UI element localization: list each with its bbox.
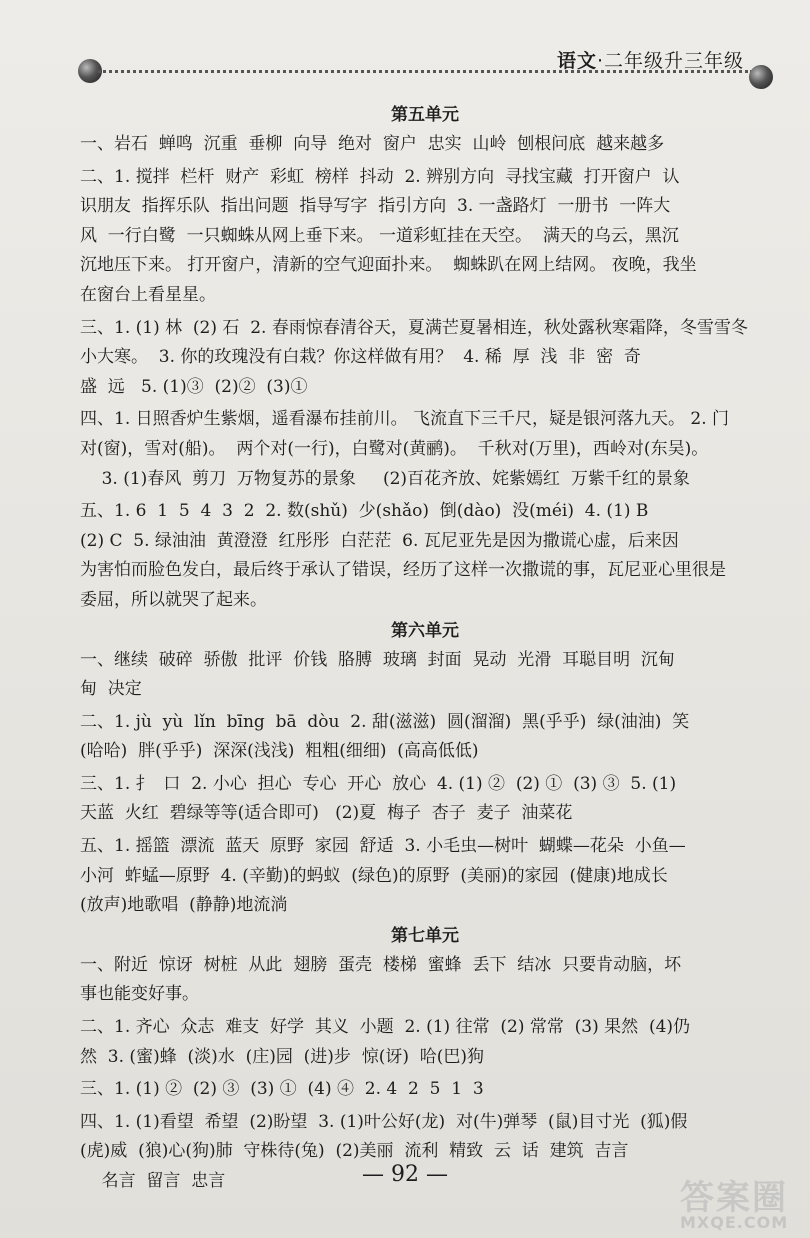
answer-line: 三、1. (1) 林 (2) 石 2. 春雨惊春清谷天，夏满芒夏暑相连，秋处露秋寒霜降，冬雪雪冬	[80, 317, 748, 338]
answer-line: 3. (1)春风 剪刀 万物复苏的景象 (2)百花齐放、姹紫嫣红 万紫千红的景象	[80, 468, 690, 489]
answer-line: 天蓝 火红 碧绿等等(适合即可) (2)夏 梅子 杏子 麦子 油菜花	[80, 803, 573, 824]
unit-title: 第五单元	[391, 105, 459, 125]
decorative-ball-right	[749, 65, 773, 89]
unit-section	[80, 100, 770, 616]
watermark-url: MXQE.COM	[680, 1213, 789, 1232]
unit-title: 第七单元	[391, 925, 459, 946]
unit-section	[80, 921, 770, 1197]
answer-line: 委屈，所以就哭了起来。	[80, 589, 267, 610]
answer-line: 小大寒。 3. 你的玫瑰没有白栽？你这样做有用？ 4. 稀 厚 浅 非 密 奇	[80, 347, 641, 368]
answer-line: 事也能变好事。	[80, 984, 199, 1005]
answer-line: 然 3. (蜜)蜂 (淡)水 (庄)园 (进)步 惊(讶) 哈(巴)狗	[80, 1046, 485, 1067]
answer-line: 一、继续 破碎 骄傲 批评 价钱 胳膊 玻璃 封面 晃动 光滑 耳聪目明 沉甸	[80, 649, 675, 670]
answer-line: (哈哈) 胖(乎乎) 深深(浅浅) 粗粗(细细) (高高低低)	[80, 741, 479, 762]
answer-content	[80, 100, 770, 1197]
answer-line: (2) C 5. 绿油油 黄澄澄 红彤彤 白茫茫 6. 瓦尼亚先是因为撒谎心虚，后来因	[80, 530, 679, 551]
answer-line: 盛 远 5. (1)③ (2)② (3)①	[80, 376, 308, 397]
answer-line: 风 一行白鹭 一只蜘蛛从网上垂下来。 一道彩虹挂在天空。 满天的乌云，黑沉	[80, 225, 679, 246]
answer-line: 沉地压下来。 打开窗户，清新的空气迎面扑来。 蜘蛛趴在网上结网。 夜晚，我坐	[80, 255, 697, 276]
page-header	[557, 46, 744, 73]
answer-line: 五、1. 摇篮 漂流 蓝天 原野 家园 舒适 3. 小毛虫—树叶 蝴蝶—花朵 小鱼—	[80, 836, 686, 857]
answer-line: 为害怕而脸色发白，最后终于承认了错误，经历了这样一次撒谎的事，瓦尼亚心里很是	[80, 560, 726, 581]
answer-line: (虎)威 (狼)心(狗)肺 守株待(兔) (2)美丽 流利 精致 云 话 建筑 吉言	[80, 1141, 629, 1162]
answer-line: 五、1. 6 1 5 4 3 2 2. 数(shǔ) 少(shǎo) 倒(dào) 没(méi) 4. (1) B	[80, 501, 649, 522]
answer-line: 三、1. 扌 口 2. 小心 担心 专心 开心 放心 4. (1) ② (2) ① (3) ③ 5. (1)	[80, 773, 677, 794]
page-number: — 92 —	[362, 1162, 448, 1187]
answer-line: 三、1. (1) ② (2) ③ (3) ① (4) ④ 2. 4 2 5 1 3	[80, 1079, 484, 1100]
answer-line: 甸 决定	[80, 679, 142, 700]
watermark-text: 答案圈	[680, 1178, 788, 1218]
answer-line: 在窗台上看星星。	[80, 284, 216, 305]
answer-line: 小河 蚱蜢—原野 4. (辛勤)的蚂蚁 (绿色)的原野 (美丽)的家园 (健康)地成长	[80, 865, 668, 886]
answer-line: (放声)地歌唱 (静静)地流淌	[80, 895, 288, 916]
header-grade: ·二年级升三年级	[597, 50, 745, 72]
answer-line: 二、1. jù yù lǐn bīng bā dòu 2. 甜(滋滋) 圆(溜溜) 黑(乎乎) 绿(油油) 笑	[80, 711, 690, 732]
answer-line: 四、1. (1)看望 希望 (2)盼望 3. (1)叶公好(龙) 对(牛)弹琴 (鼠)目寸光 (狐)假	[80, 1111, 688, 1132]
answer-line: 对(窗)，雪对(船)。 两个对(一行)，白鹭对(黄鹂)。 千秋对(万里)，西岭对(东吴)。	[80, 438, 709, 459]
header-subject: 语文	[557, 50, 598, 72]
answer-line: 二、1. 齐心 众志 难支 好学 其义 小题 2. (1) 往常 (2) 常常 (3) 果然 (4)仍	[80, 1017, 691, 1038]
answer-line: 名言 留言 忠言	[80, 1171, 226, 1191]
unit-section	[80, 616, 770, 921]
watermark-logo	[680, 1170, 800, 1230]
answer-line: 四、1. 日照香炉生紫烟，遥看瀑布挂前川。 飞流直下三千尺，疑是银河落九天。 2. 门	[80, 409, 730, 430]
unit-title: 第六单元	[391, 620, 459, 641]
answer-line: 二、1. 搅拌 栏杆 财产 彩虹 榜样 抖动 2. 辨别方向 寻找宝藏 打开窗户 认	[80, 166, 680, 187]
answer-line: 一、附近 惊讶 树桩 从此 翅膀 蛋壳 楼梯 蜜蜂 丢下 结冰 只要肯动脑，坏	[80, 954, 682, 975]
answer-line: 识朋友 指挥乐队 指出问题 指导写字 指引方向 3. 一盏路灯 一册书 一阵大	[80, 196, 671, 217]
answer-line: 一、岩石 蝉鸣 沉重 垂柳 向导 绝对 窗户 忠实 山岭 刨根问底 越来越多	[80, 134, 665, 154]
